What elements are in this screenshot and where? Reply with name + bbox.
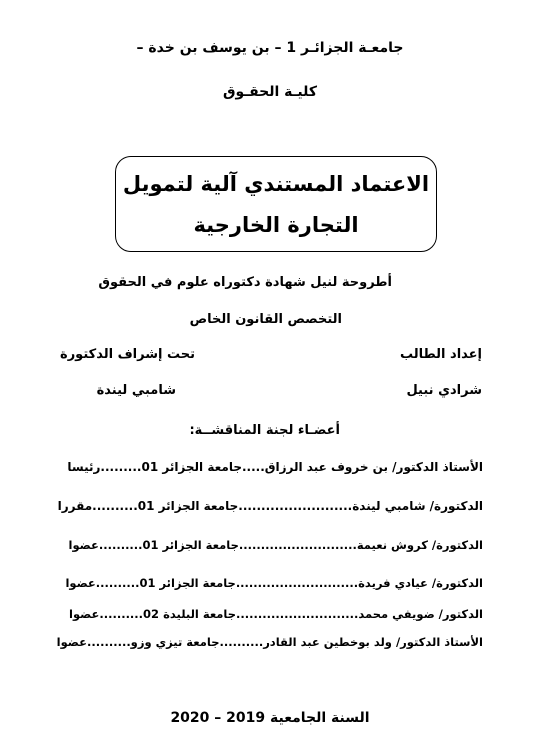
student-name: شرادي نبيل (406, 383, 482, 398)
prepared-by-label: إعداد الطالب (399, 347, 482, 362)
faculty-name: كليـة الحقـوق (222, 84, 318, 100)
thesis-title-line1: الاعتماد المستندي آلية لتمويل (122, 172, 430, 196)
thesis-specialty: التخصص القانون الخاص (189, 312, 342, 327)
supervisor-label: تحت إشراف الدكتورة (60, 347, 195, 362)
committee-member: الدكتورة/ شامبي ليندة.........................جامعة الجزائر 01..........مقررا (57, 499, 483, 513)
committee-heading: أعضـاء لجنة المناقشــة: (189, 423, 340, 438)
committee-member: الدكتورة/ كروش نعيمة...........................جامعة الجزائر 01..........عضوا (68, 538, 483, 552)
title-box (115, 156, 437, 252)
thesis-title-line2: التجارة الخارجية (193, 213, 359, 237)
committee-member: الدكتورة/ عيادي فريدة............................جامعة الجزائر 01..........عضوا (65, 576, 483, 590)
committee-member: الدكتور/ ضويفي محمد............................جامعة البليدة 02..........عضوا (69, 607, 483, 621)
supervisor-name: شامبي ليندة (96, 383, 176, 398)
academic-year: السنة الجامعية 2019 – 2020 (170, 710, 370, 726)
thesis-description: أطروحة لنيل شهادة دكتوراه علوم في الحقوق (98, 275, 392, 290)
university-name: جامعـة الجزائـر 1 – بن يوسف بن خدة – (136, 40, 404, 56)
committee-member: الأستاذ الدكتور/ ولد بوخطين عبد القادر..........جامعة تيزي وزو..........عضوا (56, 635, 483, 649)
committee-member: الأستاذ الدكتور/ بن خروف عبد الرزاق.....جامعة الجزائر 01.........رئيسا (67, 460, 483, 474)
